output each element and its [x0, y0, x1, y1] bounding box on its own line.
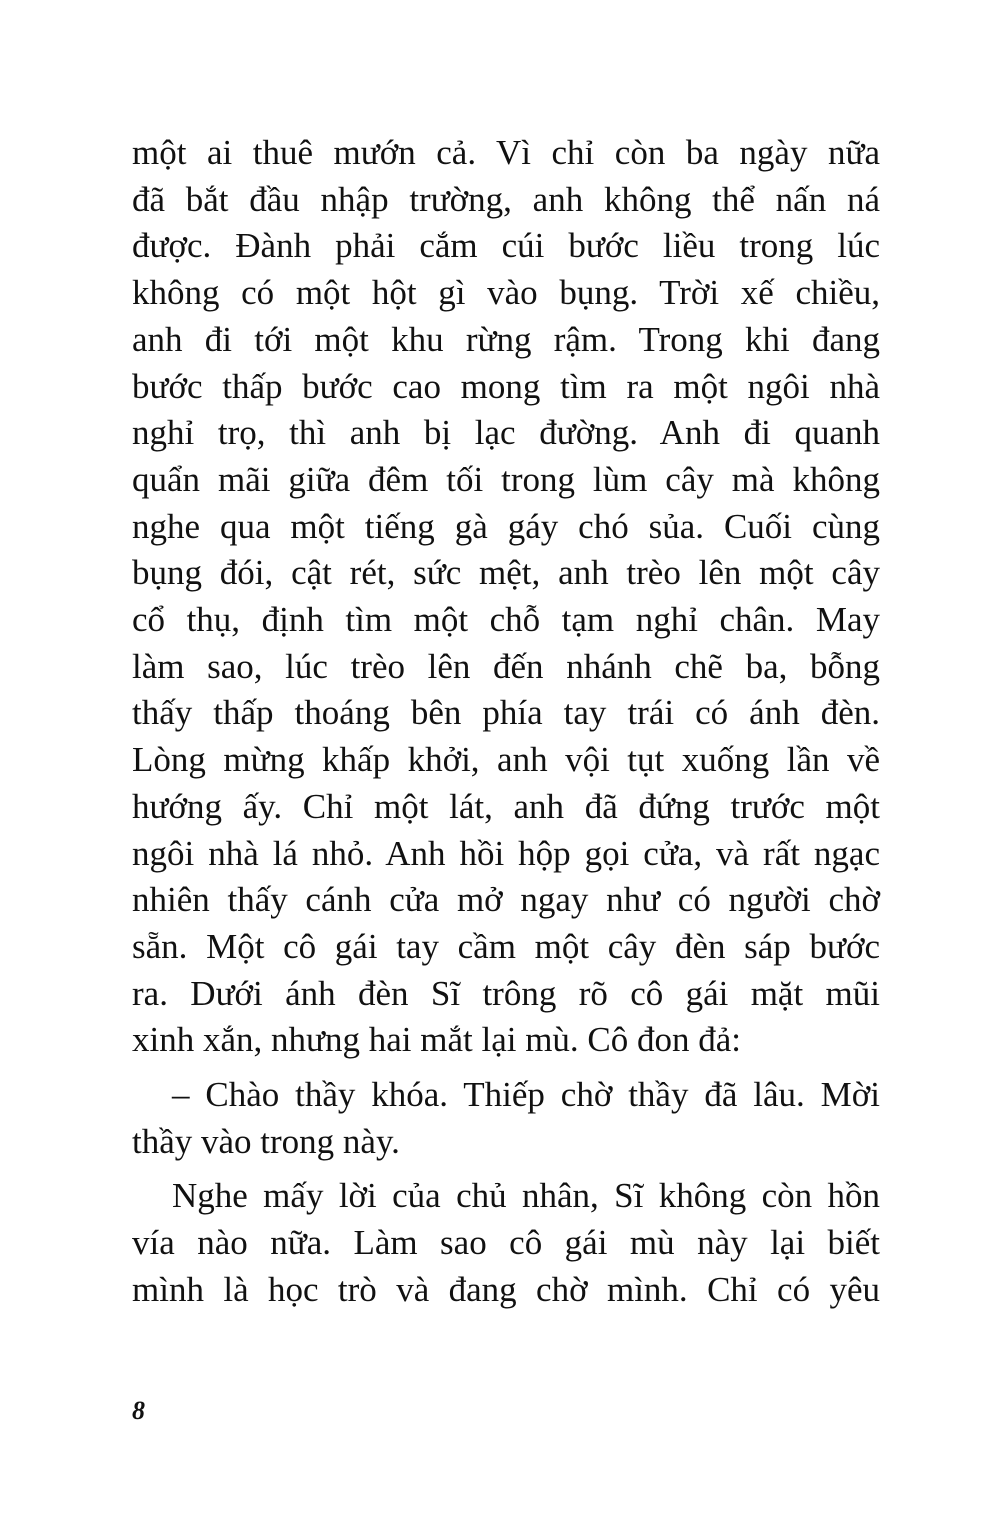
page-number: 8 [132, 1396, 145, 1425]
text-line: xinh xắn, nhưng hai mắt lại mù. Cô đon đả: [132, 1020, 742, 1060]
text-line: cổ thụ, định tìm một chỗ tạm nghỉ chân. May [132, 600, 880, 640]
paragraph [132, 1173, 880, 1313]
text-line: Nghe mấy lời của chủ nhân, Sĩ không còn hồn [172, 1176, 880, 1216]
text-line: nhiên thấy cánh cửa mở ngay như có người chờ [132, 880, 880, 920]
text-line: hướng ấy. Chỉ một lát, anh đã đứng trước một [132, 786, 880, 826]
text-line: bước thấp bước cao mong tìm ra một ngôi nhà [132, 366, 880, 406]
text-line: ngôi nhà lá nhỏ. Anh hồi hộp gọi cửa, và rất ngạc [132, 833, 880, 873]
text-line: nghe qua một tiếng gà gáy chó sủa. Cuối cùng [132, 506, 880, 546]
text-line: được. Đành phải cắm cúi bước liều trong lúc [132, 226, 880, 266]
text-line: mình là học trò và đang chờ mình. Chỉ có yêu [132, 1269, 880, 1309]
text-line: Lòng mừng khấp khởi, anh vội tụt xuống lần về [132, 740, 880, 780]
body-text [132, 130, 880, 1314]
text-line: một ai thuê mướn cả. Vì chỉ còn ba ngày nữa [132, 133, 880, 172]
text-line: làm sao, lúc trèo lên đến nhánh chẽ ba, bỗng [132, 646, 880, 686]
text-line: sẵn. Một cô gái tay cầm một cây đèn sáp bước [132, 926, 880, 966]
paragraph [132, 1072, 880, 1165]
text-line: nghỉ trọ, thì anh bị lạc đường. Anh đi quanh [132, 413, 880, 453]
text-line: thầy vào trong này. [132, 1121, 400, 1161]
text-line: vía nào nữa. Làm sao cô gái mù này lại biết [132, 1223, 880, 1263]
text-line: không có một hột gì vào bụng. Trời xế chiều, [132, 273, 880, 313]
text-line: quẩn mãi giữa đêm tối trong lùm cây mà không [132, 459, 880, 499]
paragraph [132, 130, 880, 1064]
text-line: ra. Dưới ánh đèn Sĩ trông rõ cô gái mặt mũi [132, 973, 880, 1013]
text-line: – Chào thầy khóa. Thiếp chờ thầy đã lâu. Mời [172, 1075, 880, 1115]
text-line: anh đi tới một khu rừng rậm. Trong khi đang [132, 319, 880, 359]
text-line: bụng đói, cật rét, sức mệt, anh trèo lên một cây [132, 553, 880, 593]
text-line: thấy thấp thoáng bên phía tay trái có ánh đèn. [132, 693, 880, 733]
text-line: đã bắt đầu nhập trường, anh không thể nấn ná [132, 179, 880, 219]
